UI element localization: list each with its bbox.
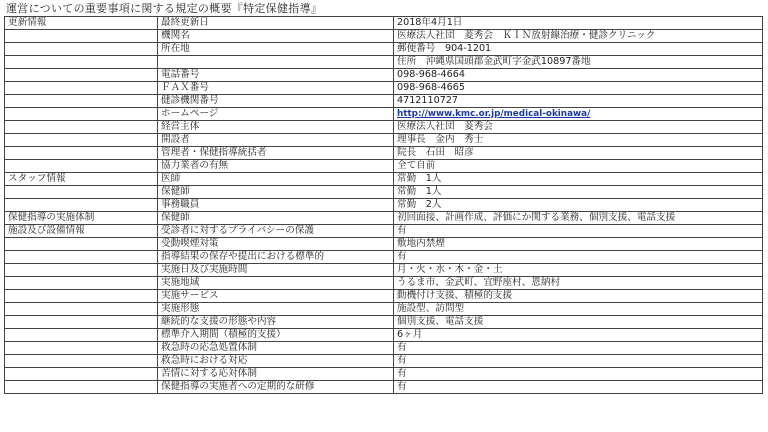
section-cell — [5, 134, 158, 147]
label-cell: 事務職員 — [158, 199, 394, 212]
value-cell: 月・火・水・木・金・土 — [394, 264, 763, 277]
label-cell: 保健師 — [158, 186, 394, 199]
section-cell: 保健指導の実施体制 — [5, 212, 158, 225]
value-cell: 有 — [394, 225, 763, 238]
value-cell: 有 — [394, 342, 763, 355]
section-cell — [5, 108, 158, 121]
section-cell — [5, 95, 158, 108]
section-cell — [5, 316, 158, 329]
value-cell: 6ヶ月 — [394, 329, 763, 342]
label-cell: 保健指導の実施者への定期的な研修 — [158, 381, 394, 394]
label-cell: 実施地域 — [158, 277, 394, 290]
section-cell — [5, 368, 158, 381]
table-row — [5, 355, 763, 368]
value-cell: 初回面接、計画作成、評価にか関する業務、個別支援、電話支援 — [394, 212, 763, 225]
label-cell: 標準介入期間（積極的支援） — [158, 329, 394, 342]
table-row — [5, 368, 763, 381]
table-row — [5, 186, 763, 199]
table-row — [5, 30, 763, 43]
section-cell — [5, 264, 158, 277]
section-cell — [5, 342, 158, 355]
label-cell: 指導結果の保存や提出における標準的 — [158, 251, 394, 264]
value-cell: 098-968-4665 — [394, 82, 763, 95]
label-cell: ＦＡＸ番号 — [158, 82, 394, 95]
label-cell: 医師 — [158, 173, 394, 186]
value-cell: 有 — [394, 355, 763, 368]
table-row — [5, 134, 763, 147]
label-cell: 所在地 — [158, 43, 394, 56]
section-cell — [5, 186, 158, 199]
table-row — [5, 381, 763, 394]
label-cell: 継続的な支援の形態や内容 — [158, 316, 394, 329]
table-row — [5, 17, 763, 30]
table-row — [5, 290, 763, 303]
label-cell: ホームページ — [158, 108, 394, 121]
document-title: 運営についての重要事項に関する規定の概要『特定保健指導』 — [6, 2, 323, 15]
value-cell: 医療法人社団 菱秀会 — [394, 121, 763, 134]
label-cell: 健診機関番号 — [158, 95, 394, 108]
value-cell: 住所 沖縄県国頭郡金武町字金武10897番地 — [394, 56, 763, 69]
label-cell: 機関名 — [158, 30, 394, 43]
section-cell — [5, 355, 158, 368]
table-row — [5, 173, 763, 186]
value-cell: 常勤 1人 — [394, 173, 763, 186]
value-cell: 有 — [394, 251, 763, 264]
section-cell — [5, 277, 158, 290]
label-cell: 実施日及び実施時間 — [158, 264, 394, 277]
table-row — [5, 251, 763, 264]
value-cell: 理事長 金内 秀士 — [394, 134, 763, 147]
section-cell — [5, 290, 158, 303]
label-cell: 受診者に対するプライバシーの保護 — [158, 225, 394, 238]
section-cell — [5, 147, 158, 160]
section-cell — [5, 238, 158, 251]
label-cell: 実施サービス — [158, 290, 394, 303]
info-table — [4, 16, 763, 394]
section-cell — [5, 329, 158, 342]
label-cell — [158, 56, 394, 69]
table-row — [5, 95, 763, 108]
section-cell — [5, 381, 158, 394]
info-table-body — [5, 17, 763, 394]
label-cell: 最終更新日 — [158, 17, 394, 30]
table-row — [5, 238, 763, 251]
table-row — [5, 69, 763, 82]
table-row — [5, 108, 763, 121]
value-cell: 医療法人社団 菱秀会 ＫＩＮ放射線治療・健診クリニック — [394, 30, 763, 43]
table-row — [5, 316, 763, 329]
label-cell: 保健師 — [158, 212, 394, 225]
label-cell: 経営主体 — [158, 121, 394, 134]
value-cell: うるま市、金武町、宜野座村、恩納村 — [394, 277, 763, 290]
table-row — [5, 147, 763, 160]
label-cell: 協力業者の有無 — [158, 160, 394, 173]
label-cell: 救急時における対応 — [158, 355, 394, 368]
table-row — [5, 82, 763, 95]
value-cell: 2018年4月1日 — [394, 17, 763, 30]
value-cell: 有 — [394, 368, 763, 381]
section-cell — [5, 199, 158, 212]
section-cell — [5, 303, 158, 316]
section-cell — [5, 30, 158, 43]
section-cell: スタッフ情報 — [5, 173, 158, 186]
value-cell: 動機付け支援、積極的支援 — [394, 290, 763, 303]
table-row — [5, 56, 763, 69]
value-cell: 全て自前 — [394, 160, 763, 173]
section-cell — [5, 69, 158, 82]
table-row — [5, 329, 763, 342]
table-row — [5, 199, 763, 212]
table-row — [5, 225, 763, 238]
value-cell: 常勤 1人 — [394, 186, 763, 199]
value-cell: 098-968-4664 — [394, 69, 763, 82]
value-cell: 常勤 2人 — [394, 199, 763, 212]
section-cell — [5, 251, 158, 264]
table-row — [5, 303, 763, 316]
value-cell: 院長 石田 昭彦 — [394, 147, 763, 160]
section-cell — [5, 121, 158, 134]
table-row — [5, 264, 763, 277]
section-cell: 施設及び設備情報 — [5, 225, 158, 238]
table-row — [5, 43, 763, 56]
section-cell: 更新情報 — [5, 17, 158, 30]
label-cell: 苦情に対する応対体制 — [158, 368, 394, 381]
value-cell: 郵便番号 904-1201 — [394, 43, 763, 56]
table-row — [5, 212, 763, 225]
label-cell: 電話番号 — [158, 69, 394, 82]
value-cell: 4712110727 — [394, 95, 763, 108]
section-cell — [5, 82, 158, 95]
table-row — [5, 121, 763, 134]
label-cell: 救急時の応急処置体制 — [158, 342, 394, 355]
section-cell — [5, 43, 158, 56]
label-cell: 実施形態 — [158, 303, 394, 316]
value-cell: 敷地内禁煙 — [394, 238, 763, 251]
table-row — [5, 160, 763, 173]
table-row — [5, 277, 763, 290]
table-row — [5, 342, 763, 355]
value-cell: 有 — [394, 381, 763, 394]
label-cell: 開設者 — [158, 134, 394, 147]
label-cell: 管理者・保健指導統括者 — [158, 147, 394, 160]
label-cell: 受動喫煙対策 — [158, 238, 394, 251]
value-cell: 個別支援、電話支援 — [394, 316, 763, 329]
section-cell — [5, 56, 158, 69]
value-cell — [394, 108, 763, 121]
section-cell — [5, 160, 158, 173]
value-cell: 施設型、訪問型 — [394, 303, 763, 316]
homepage-link[interactable]: http://www.kmc.or.jp/medical-okinawa/ — [397, 109, 591, 119]
